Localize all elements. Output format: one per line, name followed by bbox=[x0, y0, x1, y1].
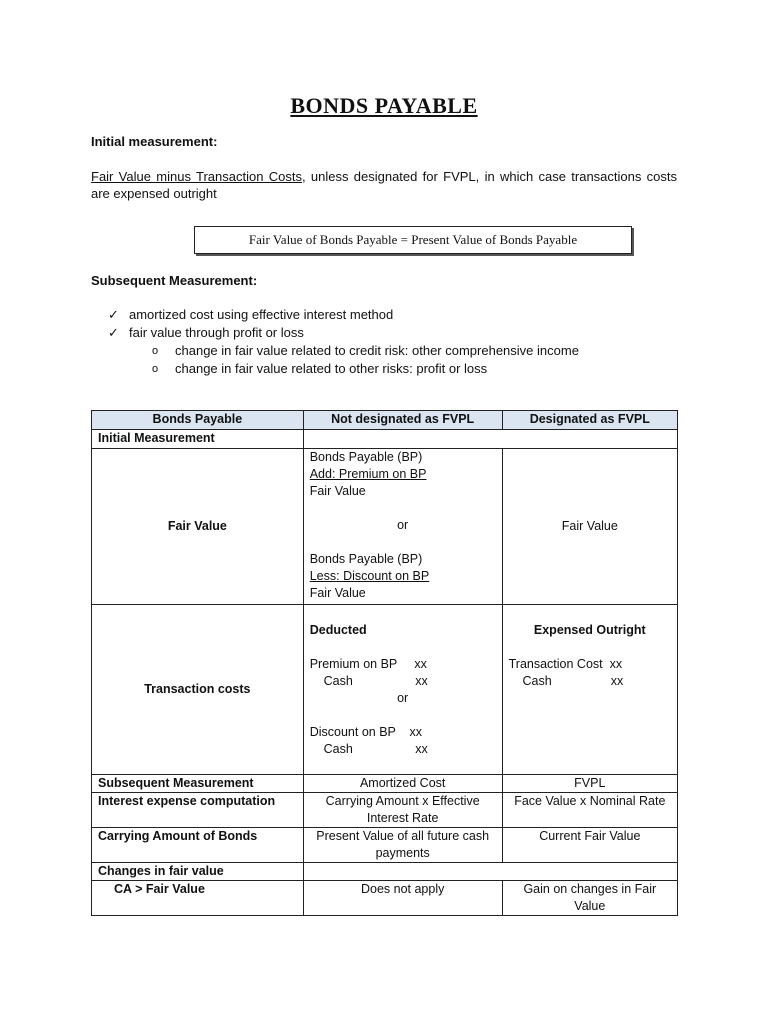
cell-line: Premium on BP xx bbox=[309, 657, 427, 671]
sub-list-item bbox=[152, 342, 579, 360]
checkmark-icon: ✓ bbox=[108, 325, 119, 340]
fair-value-not-designated-cell bbox=[303, 449, 502, 605]
checkmark-icon: ✓ bbox=[108, 307, 119, 322]
subsequent-measurement-heading: Subsequent Measurement: bbox=[91, 273, 258, 288]
list-item-text: amortized cost using effective interest method bbox=[129, 307, 394, 322]
list-item bbox=[108, 306, 579, 324]
cell-line: Less: Discount on BP bbox=[309, 569, 430, 583]
table-row bbox=[92, 430, 678, 449]
cell-line: Discount on BP xx bbox=[309, 725, 423, 739]
empty-cell bbox=[303, 863, 677, 881]
row-label: Subsequent Measurement bbox=[92, 775, 304, 793]
row-label: CA > Fair Value bbox=[92, 881, 304, 916]
spacer bbox=[310, 707, 496, 724]
spacer bbox=[310, 639, 496, 656]
table-cell: Face Value x Nominal Rate bbox=[502, 793, 677, 828]
row-label: Fair Value bbox=[92, 449, 304, 605]
initial-measurement-heading: Initial measurement: bbox=[91, 134, 218, 149]
cell-line: Cash xx bbox=[309, 674, 428, 688]
table-header-row bbox=[92, 411, 678, 430]
row-label: Carrying Amount of Bonds bbox=[92, 828, 304, 863]
table-row bbox=[92, 793, 678, 828]
fair-value-designated-cell: Fair Value bbox=[502, 449, 677, 605]
sub-list-item-text: change in fair value related to credit risk: other comprehensive income bbox=[175, 343, 579, 358]
comparison-table bbox=[91, 410, 678, 916]
formula-box: Fair Value of Bonds Payable = Present Value of Bonds Payable bbox=[194, 226, 632, 254]
table-cell: Carrying Amount x Effective Interest Rate bbox=[303, 793, 502, 828]
table-cell: Amortized Cost bbox=[303, 775, 502, 793]
table-row bbox=[92, 881, 678, 916]
cell-heading: Deducted bbox=[309, 623, 367, 637]
para-underlined-text: Fair Value minus Transaction Costs bbox=[91, 169, 302, 184]
cell-line: or bbox=[397, 518, 409, 532]
subsequent-list bbox=[108, 306, 579, 378]
sub-list-item-text: change in fair value related to other risks: profit or loss bbox=[175, 361, 488, 376]
row-label: Interest expense computation bbox=[92, 793, 304, 828]
table-header: Designated as FVPL bbox=[502, 411, 677, 430]
table-header: Not designated as FVPL bbox=[303, 411, 502, 430]
table-cell: Gain on changes in Fair Value bbox=[502, 881, 677, 916]
list-item bbox=[108, 324, 579, 342]
list-item-text: fair value through profit or loss bbox=[129, 325, 304, 340]
table-cell: Current Fair Value bbox=[502, 828, 677, 863]
cell-line: Add: Premium on BP bbox=[309, 467, 427, 481]
transaction-costs-designated-cell bbox=[502, 605, 677, 775]
row-label: Changes in fair value bbox=[92, 863, 304, 881]
circle-bullet-icon: o bbox=[152, 363, 159, 375]
circle-bullet-icon: o bbox=[152, 345, 159, 357]
cell-line: Transaction Cost xx bbox=[508, 657, 623, 671]
table-row bbox=[92, 828, 678, 863]
cell-line: Bonds Payable (BP) bbox=[309, 450, 423, 464]
transaction-costs-not-designated-cell bbox=[303, 605, 502, 775]
cell-heading: Expensed Outright bbox=[533, 623, 646, 637]
row-label: Initial Measurement bbox=[92, 430, 304, 449]
table-row bbox=[92, 863, 678, 881]
document-title: BONDS PAYABLE bbox=[290, 93, 478, 118]
table-row bbox=[92, 449, 678, 605]
cell-line: Bonds Payable (BP) bbox=[309, 552, 423, 566]
initial-measurement-paragraph bbox=[91, 168, 677, 202]
para-rest-text: , unless designated for FVPL, in which case transactions costs are expensed outright bbox=[91, 169, 677, 201]
table-cell: Does not apply bbox=[303, 881, 502, 916]
spacer bbox=[509, 639, 671, 656]
spacer bbox=[310, 534, 496, 551]
cell-line: or bbox=[397, 691, 409, 705]
cell-line: Fair Value bbox=[309, 484, 366, 498]
table-cell: FVPL bbox=[502, 775, 677, 793]
table-cell: Present Value of all future cash payments bbox=[303, 828, 502, 863]
cell-line: Cash xx bbox=[508, 674, 624, 688]
table-row bbox=[92, 775, 678, 793]
table-row bbox=[92, 605, 678, 775]
row-label: Transaction costs bbox=[92, 605, 304, 775]
table-header: Bonds Payable bbox=[92, 411, 304, 430]
sub-list-item bbox=[152, 360, 579, 378]
cell-line: Fair Value bbox=[309, 586, 366, 600]
empty-cell bbox=[303, 430, 677, 449]
cell-line: Cash xx bbox=[309, 742, 428, 756]
